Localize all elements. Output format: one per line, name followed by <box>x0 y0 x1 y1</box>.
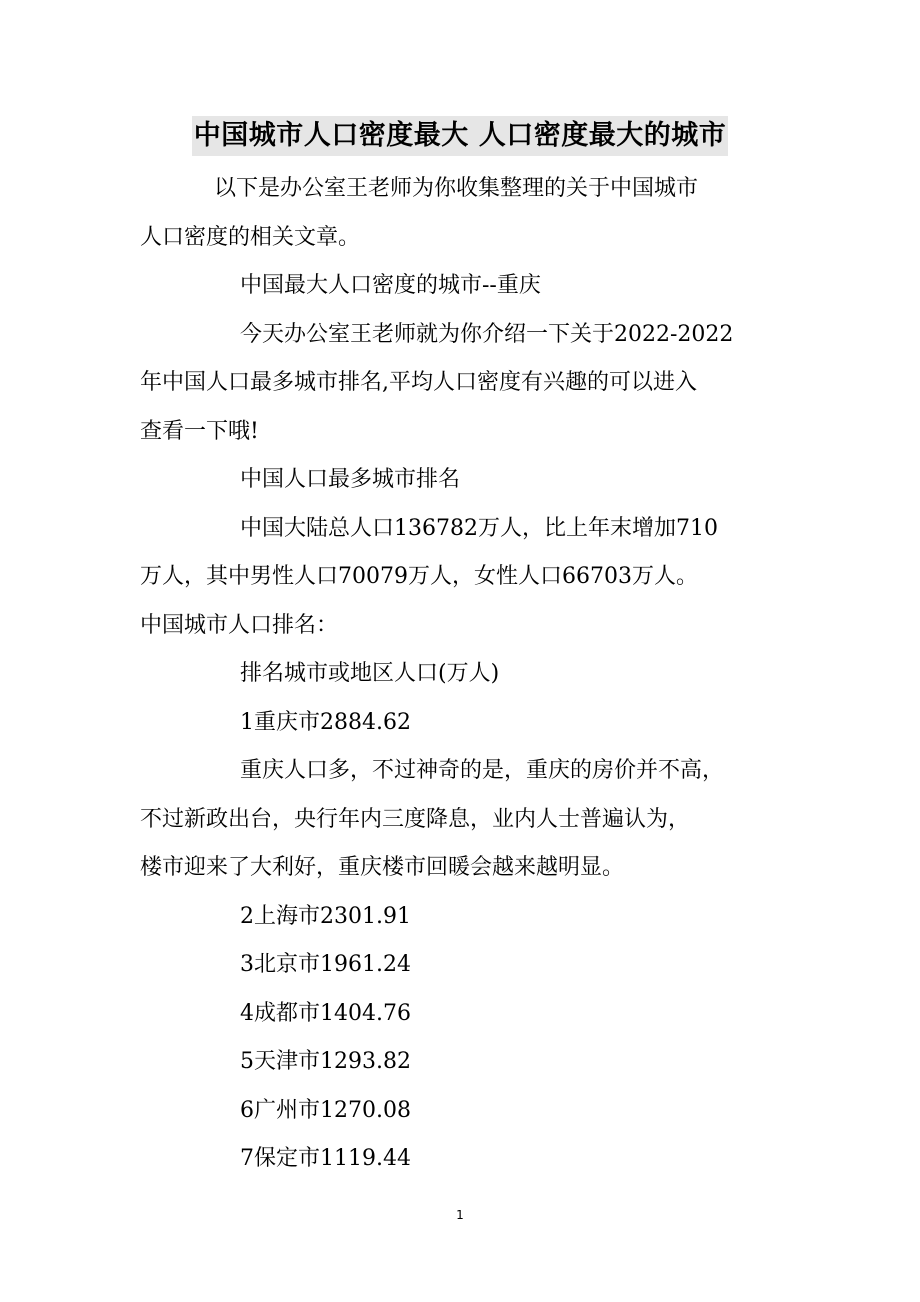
paragraph-4-line-2: 不过新政出台，央行年内三度降息，业内人士普遍认为， <box>140 806 691 832</box>
paragraph-4-line-3: 楼市迎来了大利好，重庆楼市回暖会越来越明显。 <box>140 855 625 880</box>
paragraph-2-line-1: 今天办公室王老师就为你介绍一下关于2022-2022 <box>240 321 734 347</box>
heading-largest-density: 中国最大人口密度的城市--重庆 <box>240 273 541 298</box>
document-title: 中国城市人口密度最大 人口密度最大的城市 <box>192 116 728 156</box>
ranking-row-6: 6广州市1270.08 <box>240 1097 411 1123</box>
paragraph-2-line-3: 查看一下哦! <box>140 418 259 444</box>
paragraph-3-line-1: 中国大陆总人口136782万人，比上年末增加710 <box>240 515 718 541</box>
document-body <box>140 165 780 1184</box>
title-wrapper <box>0 116 920 156</box>
ranking-row-5: 5天津市1293.82 <box>240 1049 411 1074</box>
intro-line-2: 人口密度的相关文章。 <box>140 224 361 250</box>
paragraph-4-line-1: 重庆人口多，不过神奇的是，重庆的房价并不高， <box>240 758 725 783</box>
ranking-row-3: 3北京市1961.24 <box>240 952 411 977</box>
ranking-row-4: 4成都市1404.76 <box>240 1000 411 1026</box>
ranking-row-7: 7保定市1119.44 <box>240 1146 411 1171</box>
ranking-row-1: 1重庆市2884.62 <box>240 709 411 735</box>
table-header: 排名城市或地区人口(万人) <box>240 661 500 686</box>
paragraph-3-line-3: 中国城市人口排名： <box>140 612 339 638</box>
paragraph-3-line-2: 万人，其中男性人口70079万人，女性人口66703万人。 <box>140 564 698 589</box>
heading-ranking: 中国人口最多城市排名 <box>240 467 461 492</box>
intro-line-1: 以下是办公室王老师为你收集整理的关于中国城市 <box>214 176 699 201</box>
paragraph-2-line-2: 年中国人口最多城市排名,平均人口密度有兴趣的可以进入 <box>140 370 697 395</box>
ranking-row-2: 2上海市2301.91 <box>240 903 411 929</box>
page-number: 1 <box>456 1208 464 1222</box>
